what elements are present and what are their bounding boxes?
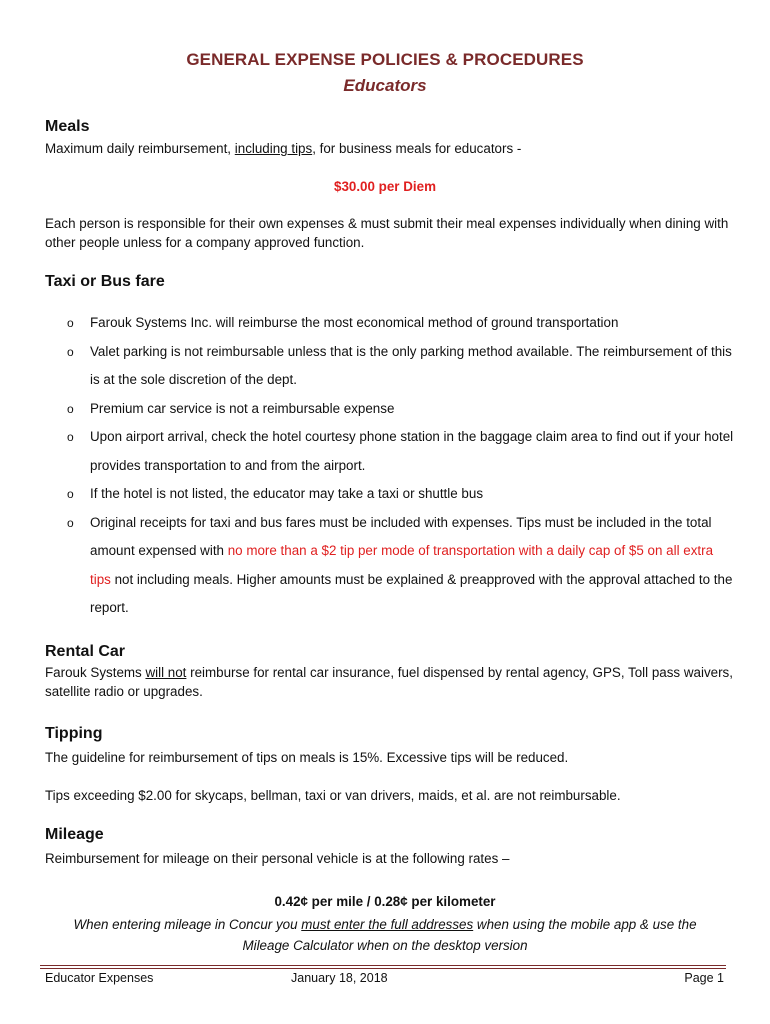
bullet-icon: o	[67, 515, 74, 530]
rental-post: reimburse for rental car insurance, fuel dispensed by rental agency, GPS, Toll pass waivers, satellite radio or upgrades.	[45, 665, 733, 699]
list-item	[45, 509, 735, 623]
list-item-text: Farouk Systems Inc. will reimburse the most economical method of ground transportation	[90, 315, 619, 330]
tip-cap-highlight: no more than a $2 tip per mode of transportation with a daily cap of $5 on all extra tips	[90, 543, 714, 587]
mileage-heading: Mileage	[45, 826, 104, 843]
bullet-icon: o	[67, 430, 74, 444]
footer-date: January 18, 2018	[291, 971, 388, 985]
list-item	[45, 395, 735, 424]
list-item-text: Upon airport arrival, check the hotel courtesy phone station in the baggage claim area to find out if your hotel provides transportation to and from the airport.	[90, 429, 734, 473]
receipts-post: not including meals. Higher amounts must be explained & preapproved with the approval attached to the report.	[90, 571, 733, 615]
bullet-icon: o	[67, 316, 74, 330]
meals-heading: Meals	[45, 118, 90, 135]
rental-heading: Rental Car	[45, 643, 126, 660]
footer-divider	[40, 965, 726, 969]
mileage-note-post: when using the mobile app & use the Mileage Calculator when on the desktop version	[242, 917, 697, 953]
document-title: GENERAL EXPENSE POLICIES & PROCEDURES	[186, 50, 584, 69]
mileage-note-pre: When entering mileage in Concur you	[73, 917, 302, 932]
mileage-intro: Reimbursement for mileage on their personal vehicle is at the following rates –	[45, 851, 510, 866]
list-item-text: Valet parking is not reimbursable unless that is the only parking method available. The reimbursement of this is at the sole discretion of the dept.	[90, 343, 732, 387]
meals-max-underlined: including tips	[234, 141, 313, 156]
tipping-exceeding: Tips exceeding $2.00 for skycaps, bellman, taxi or van drivers, maids, et al. are not reimbursable.	[45, 788, 621, 803]
list-item-text: If the hotel is not listed, the educator may take a taxi or shuttle bus	[90, 486, 484, 501]
per-diem-amount: $30.00 per Diem	[334, 179, 436, 194]
tipping-guideline: The guideline for reimbursement of tips on meals is 15%. Excessive tips will be reduced.	[45, 750, 569, 765]
meals-max-post: , for business meals for educators -	[312, 141, 522, 156]
list-item	[45, 480, 735, 509]
list-item-text: Premium car service is not a reimbursable expense	[90, 400, 395, 416]
list-item	[45, 309, 735, 338]
taxi-heading: Taxi or Bus fare	[45, 273, 165, 290]
meals-max-line	[45, 139, 735, 158]
taxi-bullet-list	[45, 309, 735, 623]
bullet-icon: o	[67, 487, 74, 501]
meals-max-pre: Maximum daily reimbursement,	[45, 141, 235, 156]
bullet-icon: o	[67, 344, 74, 359]
list-item	[45, 423, 735, 480]
list-item	[45, 338, 735, 395]
footer-page-number: Page 1	[684, 971, 724, 985]
receipts-pre: Original receipts for taxi and bus fares must be included with expenses. Tips must be included in the total amount expensed with	[90, 514, 712, 558]
mileage-note-underlined: must enter the full addresses	[301, 917, 474, 932]
footer-left: Educator Expenses	[45, 971, 154, 985]
meals-responsibility: Each person is responsible for their own expenses & must submit their meal expenses individually when dining with other people unless for a company approved function.	[45, 216, 729, 250]
mileage-note	[60, 914, 710, 956]
rental-underlined: will not	[145, 665, 187, 680]
rental-policy	[45, 663, 735, 701]
bullet-icon: o	[67, 401, 74, 416]
tipping-heading: Tipping	[45, 725, 103, 742]
rental-pre: Farouk Systems	[45, 665, 146, 680]
document-subtitle: Educators	[343, 76, 427, 95]
mileage-rates: 0.42¢ per mile / 0.28¢ per kilometer	[274, 894, 496, 909]
